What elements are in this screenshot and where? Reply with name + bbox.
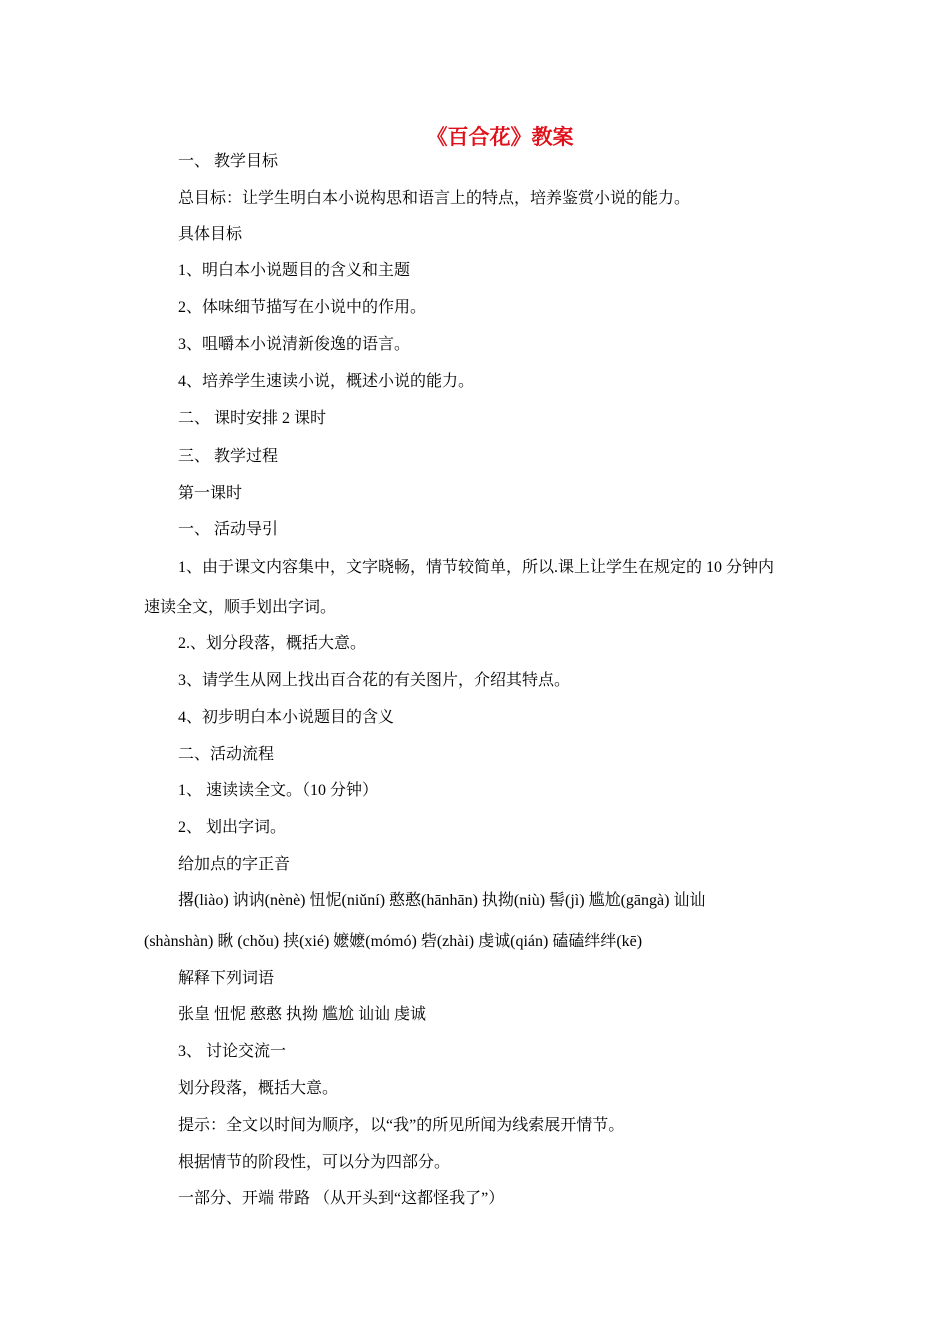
goal-item-4: 4、培养学生速读小说，概述小说的能力。 xyxy=(178,373,475,390)
heading-schedule: 二、 课时安排 2 课时 xyxy=(178,410,327,427)
vocabulary-words: 张皇 忸怩 憨憨 执拗 尴尬 讪讪 虔诚 xyxy=(178,1006,427,1023)
activity-flow-heading: 二、活动流程 xyxy=(178,746,275,763)
intro-item-3: 3、请学生从网上找出百合花的有关图片，介绍其特点。 xyxy=(178,672,571,689)
first-lesson-heading: 第一课时 xyxy=(178,485,243,502)
part-one-line: 一部分、开端 带路 （从开头到“这都怪我了”） xyxy=(178,1190,505,1207)
hint-line: 提示：全文以时间为顺序，以“我”的所见所闻为线索展开情节。 xyxy=(178,1117,625,1134)
specific-goals-heading: 具体目标 xyxy=(178,226,243,243)
heading-process: 三、 教学过程 xyxy=(178,448,279,465)
document-title: 《百合花》教案 xyxy=(426,125,574,149)
paragraph-division: 划分段落，概括大意。 xyxy=(178,1080,339,1097)
goal-item-3: 3、咀嚼本小说清新俊逸的语言。 xyxy=(178,336,411,353)
pronunciation-line-2: (shànshàn) 瞅 (chǒu) 挟(xié) 嬷嬷(mómó) 砦(zhài) 虔诚(qián) 磕磕绊绊(kē) xyxy=(144,933,643,950)
intro-item-2: 2.、划分段落，概括大意。 xyxy=(178,635,367,652)
heading-teaching-goals: 一、 教学目标 xyxy=(178,153,279,170)
intro-item-1: 1、由于课文内容集中，文字晓畅，情节较简单，所以.课上让学生在规定的 10 分钟内 xyxy=(178,559,775,576)
activity-intro-heading: 一、 活动导引 xyxy=(178,521,279,538)
vocabulary-heading: 解释下列词语 xyxy=(178,970,275,987)
intro-item-4: 4、初步明白本小说题目的含义 xyxy=(178,709,395,726)
overall-goal: 总目标：让学生明白本小说构思和语言上的特点，培养鉴赏小说的能力。 xyxy=(178,190,691,207)
intro-item-1-cont: 速读全文，顺手划出字词。 xyxy=(144,599,337,616)
discussion-heading: 3、 讨论交流一 xyxy=(178,1043,287,1060)
pronunciation-heading: 给加点的字正音 xyxy=(178,856,291,873)
pronunciation-line-1: 撂(liào) 讷讷(nènè) 忸怩(niǔní) 憨憨(hānhān) 执拗(niù) 髻(jì) 尴尬(gāngà) 讪讪 xyxy=(178,892,706,909)
goal-item-2: 2、体味细节描写在小说中的作用。 xyxy=(178,299,427,316)
flow-item-1: 1、 速读读全文。（10 分钟） xyxy=(178,782,379,799)
structure-line: 根据情节的阶段性，可以分为四部分。 xyxy=(178,1154,451,1171)
flow-item-2: 2、 划出字词。 xyxy=(178,819,287,836)
goal-item-1: 1、明白本小说题目的含义和主题 xyxy=(178,262,411,279)
